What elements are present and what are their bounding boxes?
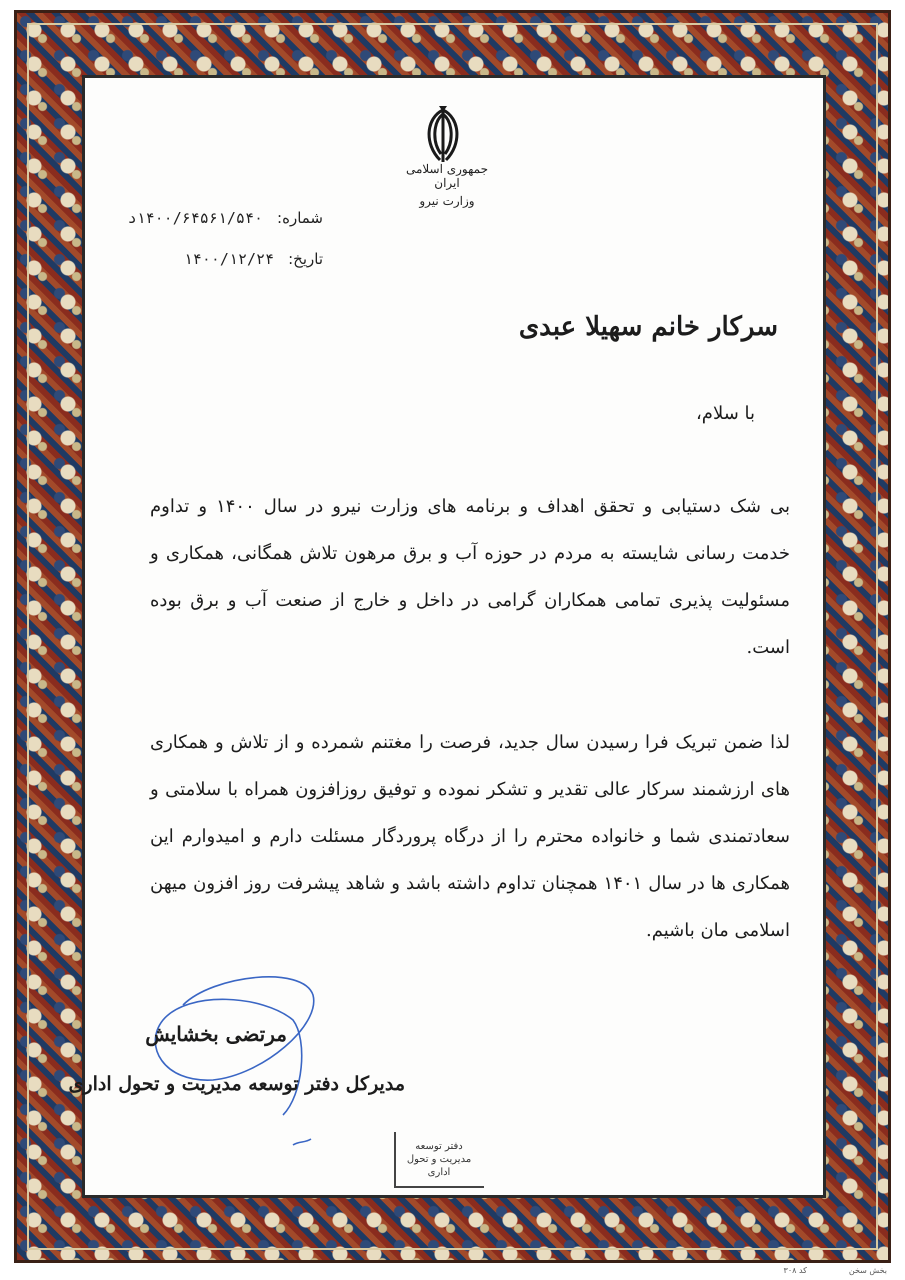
ministry-name: وزارت نیرو xyxy=(419,194,475,208)
body-paragraph-2: لذا ضمن تبریک فرا رسیدن سال جدید، فرصت را مغتنم شمرده و از تلاش و همکاری های ارزشمند سرکار عالی تقدیر و تشکر نموده و توفیق روزافزون همراه با سلامتی و سعادتمندی شما و خانواده محترم را از درگاه پروردگار مسئلت دارم و امیدوارم این همکاری ها در سال ۱۴۰۱ همچنان تداوم داشته باشد و شاهد پیشرفت روز افزون میهن اسلامی مان باشیم. xyxy=(150,732,790,941)
footer-dept: بخش سخن xyxy=(848,1266,887,1275)
greeting: با سلام، xyxy=(696,403,755,424)
handwritten-signature-icon xyxy=(143,965,328,1155)
number-label: شماره: xyxy=(277,209,323,227)
letter-date xyxy=(184,250,323,268)
date-label: تاریخ: xyxy=(288,250,323,268)
recipient: سرکار خانم سهیلا عبدی xyxy=(518,312,778,342)
signer-title: مدیرکل دفتر توسعه مدیریت و تحول اداری xyxy=(68,1073,405,1095)
footer-code: کد ۳۰۸ xyxy=(783,1266,807,1275)
republic-name: جمهوری اسلامی ایران xyxy=(405,162,489,190)
date-value: ۱۴۰۰/۱۲/۲۴ xyxy=(183,250,275,268)
iran-emblem-icon xyxy=(418,104,468,166)
body-paragraph-1: بی شک دستیابی و تحقق اهداف و برنامه های وزارت نیرو در سال ۱۴۰۰ و تداوم خدمت رسانی شایسته به مردم در حوزه آب و برق مرهون تلاش همگانی، همکاری و مسئولیت پذیری تمامی همکاران گرامی در داخل و خارج از صنعت آب و برق بوده است. xyxy=(150,496,791,658)
signer-name: مرتضی بخشایش xyxy=(145,1022,287,1046)
number-value: ۱۴۰۰/۶۴۵۶۱/۵۴۰د xyxy=(127,209,264,227)
office-stamp: دفتر توسعه مدیریت و تحول اداری xyxy=(394,1132,484,1188)
letter-number xyxy=(128,209,323,227)
